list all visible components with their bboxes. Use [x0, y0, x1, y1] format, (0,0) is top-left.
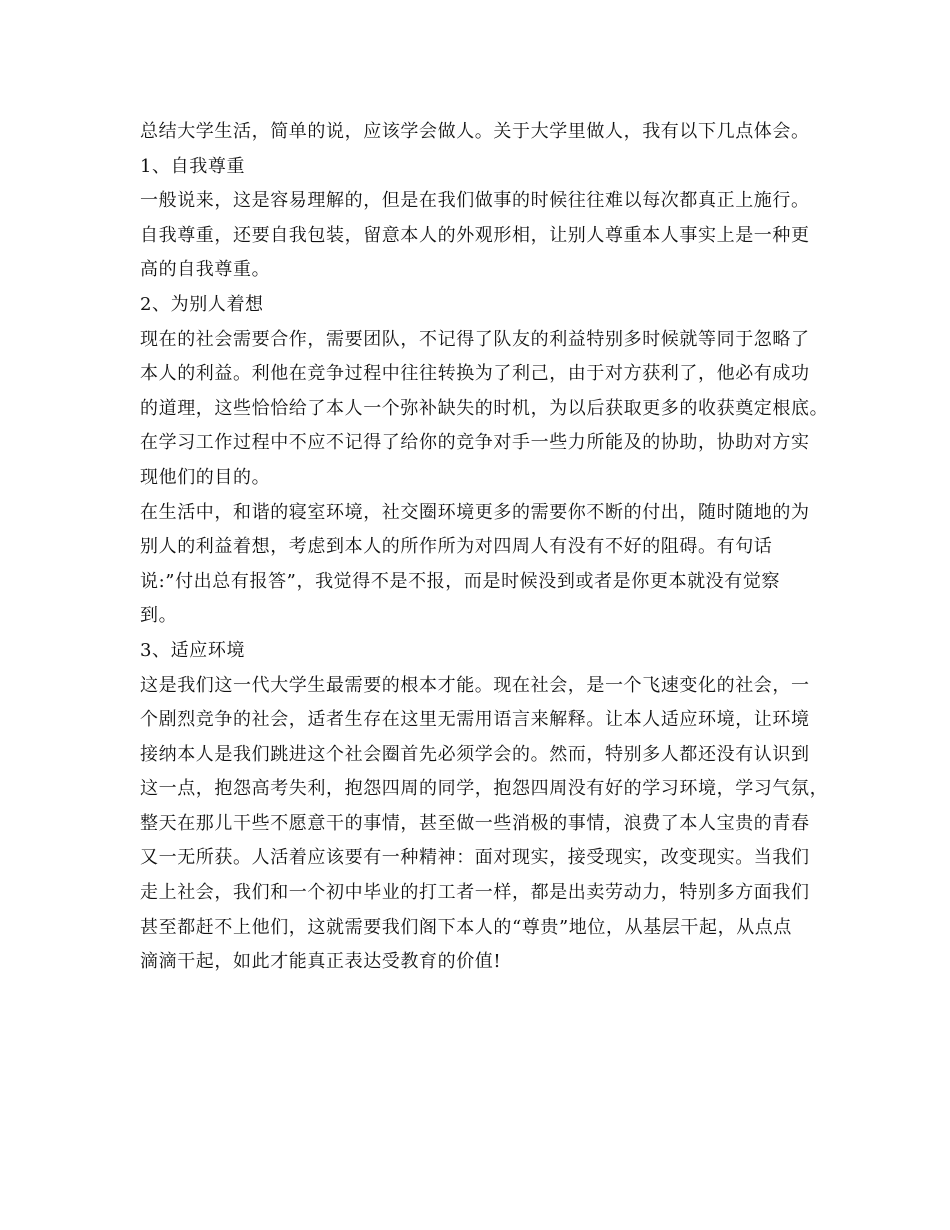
paragraph-line: 这是我们这一代大学生最需要的根本才能。现在社会，是一个飞速变化的社会，一 [140, 674, 810, 696]
paragraph-line: 自我尊重，还要自我包装，留意本人的外观形相，让别人尊重本人事实上是一种更 [140, 224, 810, 246]
paragraph-line: 高的自我尊重。 [140, 259, 271, 281]
paragraph-line: 在生活中，和谐的寝室环境，社交圈环境更多的需要你不断的付出，随时随地的为 [140, 501, 810, 523]
paragraph-line: 说:”付出总有报答”，我觉得不是不报，而是时候没到或者是你更本就没有觉察 [140, 570, 781, 592]
document-body [140, 115, 830, 980]
paragraph-line: 甚至都赶不上他们，这就需要我们阁下本人的“尊贵”地位，从基层干起，从点点 [140, 916, 793, 938]
paragraph-line: 现他们的目的。 [140, 466, 271, 488]
paragraph-line: 现在的社会需要合作，需要团队，不记得了队友的利益特别多时候就等同于忽略了 [140, 328, 810, 350]
paragraph-line: 个剧烈竞争的社会，适者生存在这里无需用语言来解释。让本人适应环境，让环境 [140, 709, 810, 731]
paragraph-line: 在学习工作过程中不应不记得了给你的竞争对手一些力所能及的协助，协助对方实 [140, 432, 810, 454]
paragraph-line: 走上社会，我们和一个初中毕业的打工者一样，都是出卖劳动力，特别多方面我们 [140, 882, 810, 904]
section-heading-3: 3、适应环境 [140, 639, 246, 661]
paragraph-line: 的道理，这些恰恰给了本人一个弥补缺失的时机，为以后获取更多的收获奠定根底。 [140, 397, 829, 419]
paragraph-line: 又一无所获。人活着应该要有一种精神：面对现实，接受现实，改变现实。当我们 [140, 847, 810, 869]
intro-line: 总结大学生活，简单的说，应该学会做人。关于大学里做人，我有以下几点体会。 [140, 121, 810, 142]
paragraph-line: 别人的利益着想，考虑到本人的所作所为对四周人有没有不好的阻碍。有句话 [140, 536, 773, 558]
paragraph-line: 滴滴干起，如此才能真正表达受教育的价值! [140, 951, 502, 973]
paragraph-line: 接纳本人是我们跳进这个社会圈首先必须学会的。然而，特别多人都还没有认识到 [140, 743, 810, 765]
paragraph-line: 本人的利益。利他在竞争过程中往往转换为了利己，由于对方获利了，他必有成功 [140, 363, 810, 385]
paragraph-line: 整天在那儿干些不愿意干的事情，甚至做一些消极的事情，浪费了本人宝贵的青春 [140, 812, 810, 834]
paragraph-line: 一般说来，这是容易理解的，但是在我们做事的时候往往难以每次都真正上施行。 [140, 190, 810, 212]
section-heading-2: 2、为别人着想 [140, 293, 264, 315]
paragraph-line: 到。 [140, 605, 178, 627]
section-heading-1: 1、自我尊重 [140, 155, 246, 177]
paragraph-line: 这一点，抱怨高考失利，抱怨四周的同学，抱怨四周没有好的学习环境，学习气氛， [140, 778, 829, 800]
